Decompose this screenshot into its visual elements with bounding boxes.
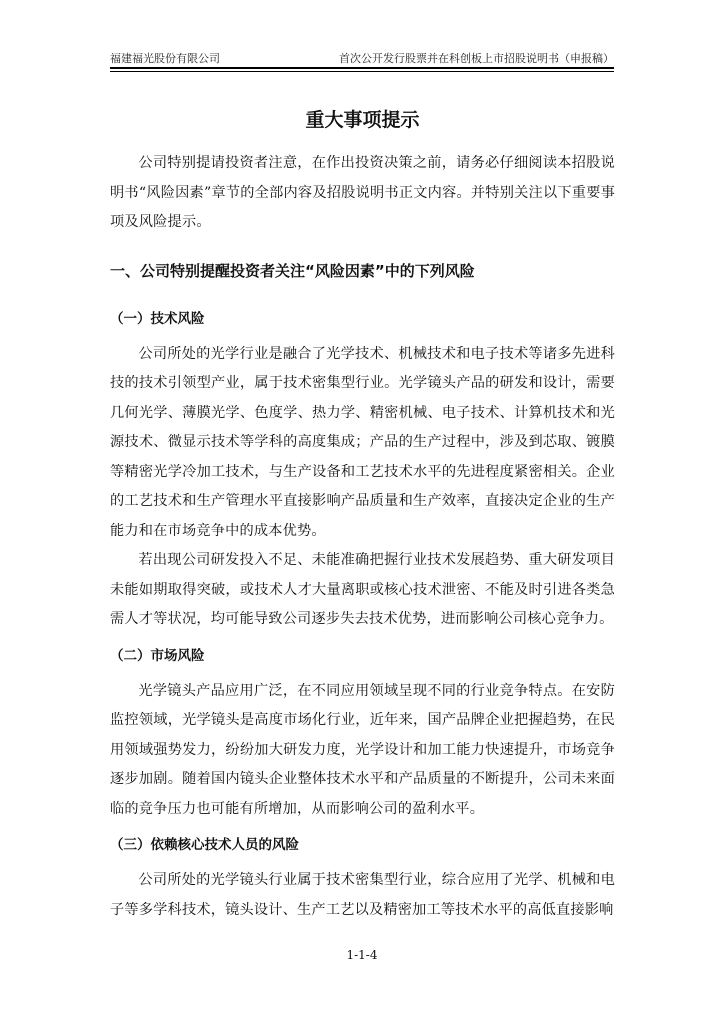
body-paragraph: 若出现公司研发投入不足、未能准确把握行业技术发展趋势、重大研发项目未能如期取得突破，或技术人才大量离职或核心技术泄密、不能及时引进各类急需人才等状况，均可能导致公司逐步失去技术优势，进而影响公司核心竞争力。 — [110, 552, 615, 627]
subsection-heading-key-personnel-risk: （三）依赖核心技术人员的风险 — [110, 837, 299, 853]
header-rule-thick — [110, 67, 614, 69]
body-paragraph: 公司所处的光学镜头行业属于技术密集型行业，综合应用了光学、机械和电子等多学科技术，镜头设计、生产工艺以及精密加工等技术水平的高低直接影响 — [110, 872, 615, 918]
body-paragraph: 光学镜头产品应用广泛，在不同应用领域呈现不同的行业竞争特点。在安防监控领域，光学镜头是高度市场化行业，近年来，国产品牌企业把握趋势，在民用领域强势发力，纷纷加大研发力度，光学设计和加工能力快速提升，市场竞争逐步加剧。随着国内镜头企业整体技术水平和产品质量的不断提升，公司未来面临的竞争压力也可能有所增加，从而影响公司的盈利水平。 — [110, 682, 615, 817]
body-paragraph: 公司所处的光学行业是融合了光学技术、机械技术和电子技术等诸多先进科技的技术引领型产业，属于技术密集型行业。光学镜头产品的研发和设计，需要几何光学、薄膜光学、色度学、热力学、精密机械、电子技术、计算机技术和光源技术、微显示技术等学科的高度集成；产品的生产过程中，涉及到芯取、镀膜等精密光学冷加工技术，与生产设备和工艺技术水平的先进程度紧密相关。企业的工艺技术和生产管理水平直接影响产品质量和生产效率，直接决定企业的生产能力和在市场竞争中的成本优势。 — [110, 345, 615, 539]
header-company-name: 福建福光股份有限公司 — [110, 52, 220, 65]
page-number: 1-1-4 — [346, 948, 378, 962]
section-heading: 一、公司特别提醒投资者关注“风险因素”中的下列风险 — [110, 261, 475, 280]
subsection-heading-technology-risk: （一）技术风险 — [110, 310, 205, 327]
page-title: 重大事项提示 — [305, 109, 420, 131]
subsection-heading-market-risk: （二）市场风险 — [110, 647, 205, 664]
running-header — [110, 48, 614, 66]
header-document-title: 首次公开发行股票并在科创板上市招股说明书（申报稿） — [339, 52, 614, 65]
page-body — [110, 104, 615, 925]
intro-paragraph: 公司特别提请投资者注意，在作出投资决策之前，请务必仔细阅读本招股说明书“风险因素”章节的全部内容及招股说明书正文内容。并特别关注以下重要事项及风险提示。 — [110, 155, 615, 230]
header-rule-thin — [110, 71, 614, 72]
